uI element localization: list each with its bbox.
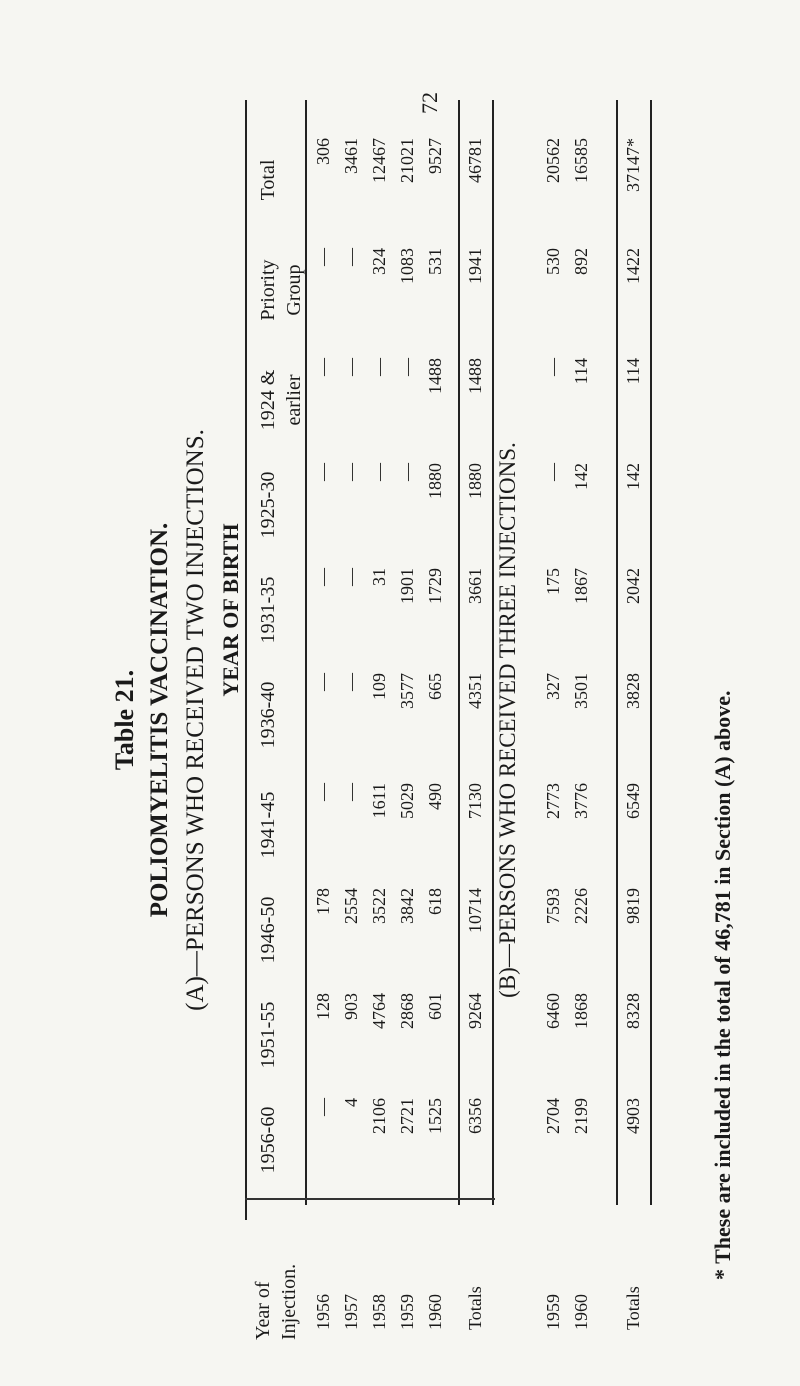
section-a-row-cell: — [313,358,333,376]
table-subtitle: POLIOMYELITIS VACCINATION. [146,522,173,918]
section-a-row-cell: 9527 [425,138,445,174]
section-b-totals-row-cell: 8328 [623,993,643,1029]
section-a-totals-row-cell: 3661 [465,568,485,604]
section-a-row-cell: — [313,568,333,586]
section-a-row-cell: 618 [425,888,445,915]
section-a-row-cell: 3577 [397,673,417,709]
section-b-totals-row-cell: 37147* [623,138,643,192]
section-a-row-cell: 1901 [397,568,417,604]
section-b-row-cell: 3501 [571,673,591,709]
section-a-row-cell: 2721 [397,1098,417,1134]
section-a-row-cell: — [397,463,417,481]
section-a-totals-row-cell: 1941 [465,248,485,284]
section-b-row-cell: 3776 [571,783,591,819]
section-b-row-cell: 2704 [543,1098,563,1134]
section-a-totals-row-cell: 6356 [465,1098,485,1134]
section-b-row-cell: 2199 [571,1098,591,1134]
column-header: 1936-40 [257,681,279,749]
column-header: 1925-30 [257,471,279,539]
section-a-row-cell: 601 [425,993,445,1020]
section-a-row-cell: 178 [313,888,333,915]
year-header-line1: Year of [252,1281,274,1340]
section-a-row-cell: — [369,463,389,481]
section-a-row-cell: 1525 [425,1098,445,1134]
year-of-birth-label: YEAR OF BIRTH [218,523,243,697]
section-b-row-year: 1960 [571,1294,591,1330]
section-b-row-cell: 2226 [571,888,591,924]
section-b-row-year: 1959 [543,1294,563,1330]
section-a-row-cell: 665 [425,673,445,700]
rule [305,100,307,1205]
page-number: 72 [417,92,442,114]
column-rule [245,1199,495,1201]
section-a-totals-row-cell: 9264 [465,993,485,1029]
section-b-row-cell: — [543,463,563,481]
section-a-row-cell: 2106 [369,1098,389,1134]
section-a-row-cell: 490 [425,783,445,810]
section-a-row-cell: 109 [369,673,389,700]
section-b-row-cell: 175 [543,568,563,595]
section-b-row-cell: 16585 [571,138,591,183]
section-a-row-cell: 5029 [397,783,417,819]
section-a-row-cell: 2868 [397,993,417,1029]
section-b-row-cell: 7593 [543,888,563,924]
section-b-totals-row-cell: 142 [623,463,643,490]
column-header: 1951-55 [257,1001,279,1069]
section-a-totals-row-cell: 10714 [465,888,485,933]
section-b-totals-row-cell: 6549 [623,783,643,819]
rule [458,100,460,1205]
section-a-row-cell: — [341,248,361,266]
section-a-row-year: 1959 [397,1294,417,1330]
section-a-row-year: 1958 [369,1294,389,1330]
section-a-row-cell: 3522 [369,888,389,924]
section-b-totals-row-year: Totals [623,1286,643,1330]
rule [492,100,494,1205]
section-b-row-cell: — [543,358,563,376]
section-a-row-cell: 1083 [397,248,417,284]
section-b-row-cell: 2773 [543,783,563,819]
year-header-line2: Injection. [278,1263,300,1340]
section-a-row-cell: — [341,358,361,376]
section-b-row-cell: 327 [543,673,563,700]
section-b-title: (B)—PERSONS WHO RECEIVED THREE INJECTIONS. [495,442,520,998]
section-a-totals-row-cell: 1880 [465,463,485,499]
section-a-row-cell: — [341,783,361,801]
section-b-totals-row-cell: 2042 [623,568,643,604]
section-a-row-year: 1956 [313,1294,333,1330]
section-a-row-cell: 3461 [341,138,361,174]
rotated-table [100,100,780,1340]
rule [616,100,618,1205]
column-header: Total [257,159,279,201]
section-a-row-cell: 4764 [369,993,389,1029]
section-a-row-cell: 12467 [369,138,389,183]
section-a-totals-row-cell: 7130 [465,783,485,819]
section-a-row-cell: 1488 [425,358,445,394]
section-a-row-cell: 21021 [397,138,417,183]
section-a-totals-row-cell: 1488 [465,358,485,394]
section-a-row-cell: 306 [313,138,333,165]
section-a-row-cell: 903 [341,993,361,1020]
section-b-totals-row-cell: 4903 [623,1098,643,1134]
footnote: * These are included in the total of 46,781 in Section (A) above. [710,690,735,1280]
section-a-row-cell: 1880 [425,463,445,499]
section-a-row-cell: — [397,358,417,376]
section-a-totals-row-cell: 46781 [465,138,485,183]
section-a-row-cell: 1611 [369,783,389,819]
section-b-totals-row-cell: 1422 [623,248,643,284]
section-b-row-cell: 20562 [543,138,563,183]
section-a-row-cell: — [369,358,389,376]
section-a-row-cell: — [313,783,333,801]
rule [245,100,247,1220]
section-a-row-cell: 1729 [425,568,445,604]
section-a-row-cell: 4 [341,1098,361,1107]
section-b-row-cell: 6460 [543,993,563,1029]
section-a-row-cell: — [313,463,333,481]
section-a-row-cell: — [341,673,361,691]
section-b-row-cell: 892 [571,248,591,275]
section-a-row-cell: 531 [425,248,445,275]
year-header [250,1220,302,1340]
section-a-row-cell: 128 [313,993,333,1020]
section-a-totals-row-year: Totals [465,1286,485,1330]
column-header: Priority Group [257,259,305,321]
table-title: Table 21. [110,669,139,771]
section-b-totals-row-cell: 9819 [623,888,643,924]
section-b-row-cell: 142 [571,463,591,490]
section-a-title: (A)—PERSONS WHO RECEIVED TWO INJECTIONS. [182,429,209,1011]
rule [650,100,652,1205]
section-a-row-cell: — [313,1098,333,1116]
column-header: 1931-35 [257,576,279,644]
column-header: 1941-45 [257,791,279,859]
section-a-row-year: 1960 [425,1294,445,1330]
section-a-row-cell: — [313,248,333,266]
column-header: 1924 & earlier [257,369,305,431]
section-a-row-cell: — [341,568,361,586]
section-a-totals-row-cell: 4351 [465,673,485,709]
column-header: 1946-50 [257,896,279,964]
section-a-row-cell: 2554 [341,888,361,924]
section-b-row-cell: 1867 [571,568,591,604]
column-header: 1956-60 [257,1106,279,1174]
section-a-row-cell: 324 [369,248,389,275]
section-b-row-cell: 114 [571,358,591,385]
section-b-totals-row-cell: 3828 [623,673,643,709]
section-a-row-year: 1957 [341,1294,361,1330]
section-a-row-cell: — [341,463,361,481]
section-a-row-cell: 3842 [397,888,417,924]
section-b-row-cell: 1868 [571,993,591,1029]
section-a-row-cell: — [313,673,333,691]
section-b-totals-row-cell: 114 [623,358,643,385]
section-a-row-cell: 31 [369,568,389,586]
section-b-row-cell: 530 [543,248,563,275]
